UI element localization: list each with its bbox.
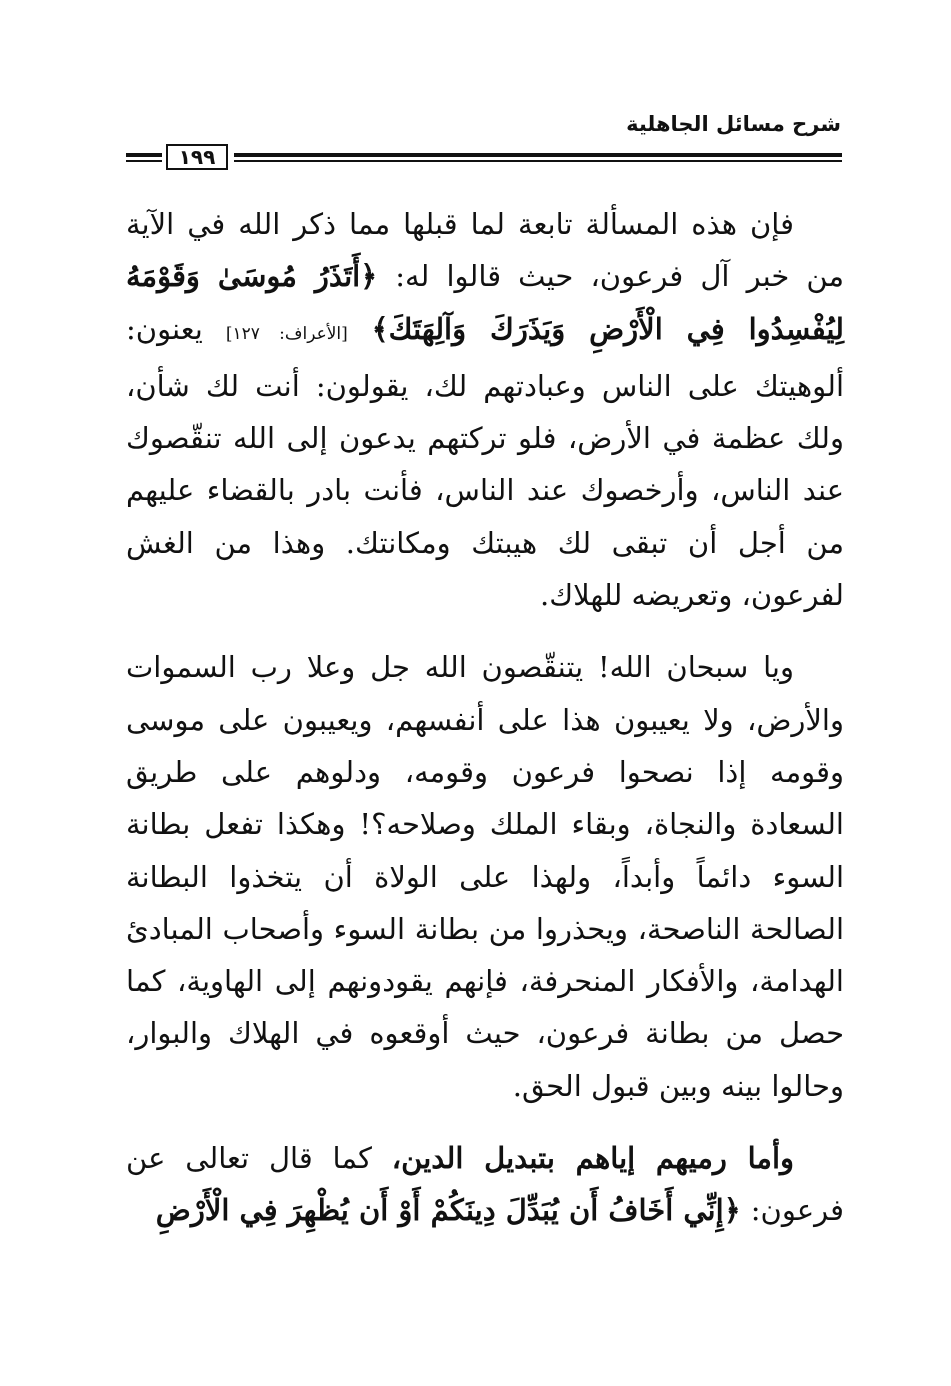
running-title: شرح مسائل الجاهلية [626,112,841,136]
rule-segment-right [234,153,842,162]
quran-close-bracket: ﴾ [347,311,389,346]
paragraph-3-lead: وأما رميهم إياهم بتبديل الدين، [391,1141,794,1176]
rule-segment-left [126,153,162,162]
quran-open-bracket: ﴿ [723,1193,751,1228]
header-rule [126,143,842,173]
paragraph-1-body: يعنون: ألوهيتك على الناس وعبادتهم لك، يقولون: أنت لك شأن، ولك عظمة في الأرض، فلو تركتهم يدعون إلى الله تنقّصوك عند الناس، وأرخصوك عند الناس، فأنت بادر بالقضاء عليهم من أجل أن تبقى لك هيبتك ومكانتك. وهذا من الغش لفرعون، وتعريضه للهلاك. [126,311,844,613]
quran-open-bracket: ﴿ [360,259,396,294]
verse-reference: [الأعراف: ١٢٧] [225,323,348,344]
paragraph-1-intro: فإن هذه المسألة تابعة لما قبلها مما ذكر الله في الآية من خبر آل فرعون، حيث قالوا له: [126,207,844,294]
page-number: ١٩٩ [166,144,228,170]
paragraph-2: ويا سبحان الله! يتنقّصون الله جل وعلا رب السموات والأرض، ولا يعيبون هذا على أنفسهم، ويعيبون على موسى وقومه إذا نصحوا فرعون وقومه، ودلوهم على طريق السعادة والنجاة، وبقاء الملك وصلاحه؟! وهكذا تفعل بطانة السوء دائماً وأبداً، ولهذا على الولاة أن يتخذوا البطانة الصالحة الناصحة، ويحذروا من بطانة السوء وأصحاب المبادئ الهدامة، والأفكار المنحرفة، فإنهم يقودونهم إلى الهاوية، كما حصل من بطانة فرعون، حيث أوقعوه في الهلاك والبوار، وحالوا بينه وبين قبول الحق. [126,650,844,1103]
quran-verse: أَتَذَرُ مُوسَىٰ وَقَوْمَهُ لِيُفْسِدُوا فِي الْأَرْضِ وَيَذَرَكَ وَآلِهَتَكَ [126,259,844,346]
quran-verse: إِنِّي أَخَافُ أَن يُبَدِّلَ دِينَكُمْ أَوْ أَن يُظْهِرَ فِي الْأَرْضِ [155,1193,724,1228]
paragraph-3 [126,1132,844,1237]
body-text [126,198,844,1237]
paragraph-1 [126,198,844,621]
paragraph-3-intro: كما قال تعالى عن فرعون: [126,1141,844,1228]
